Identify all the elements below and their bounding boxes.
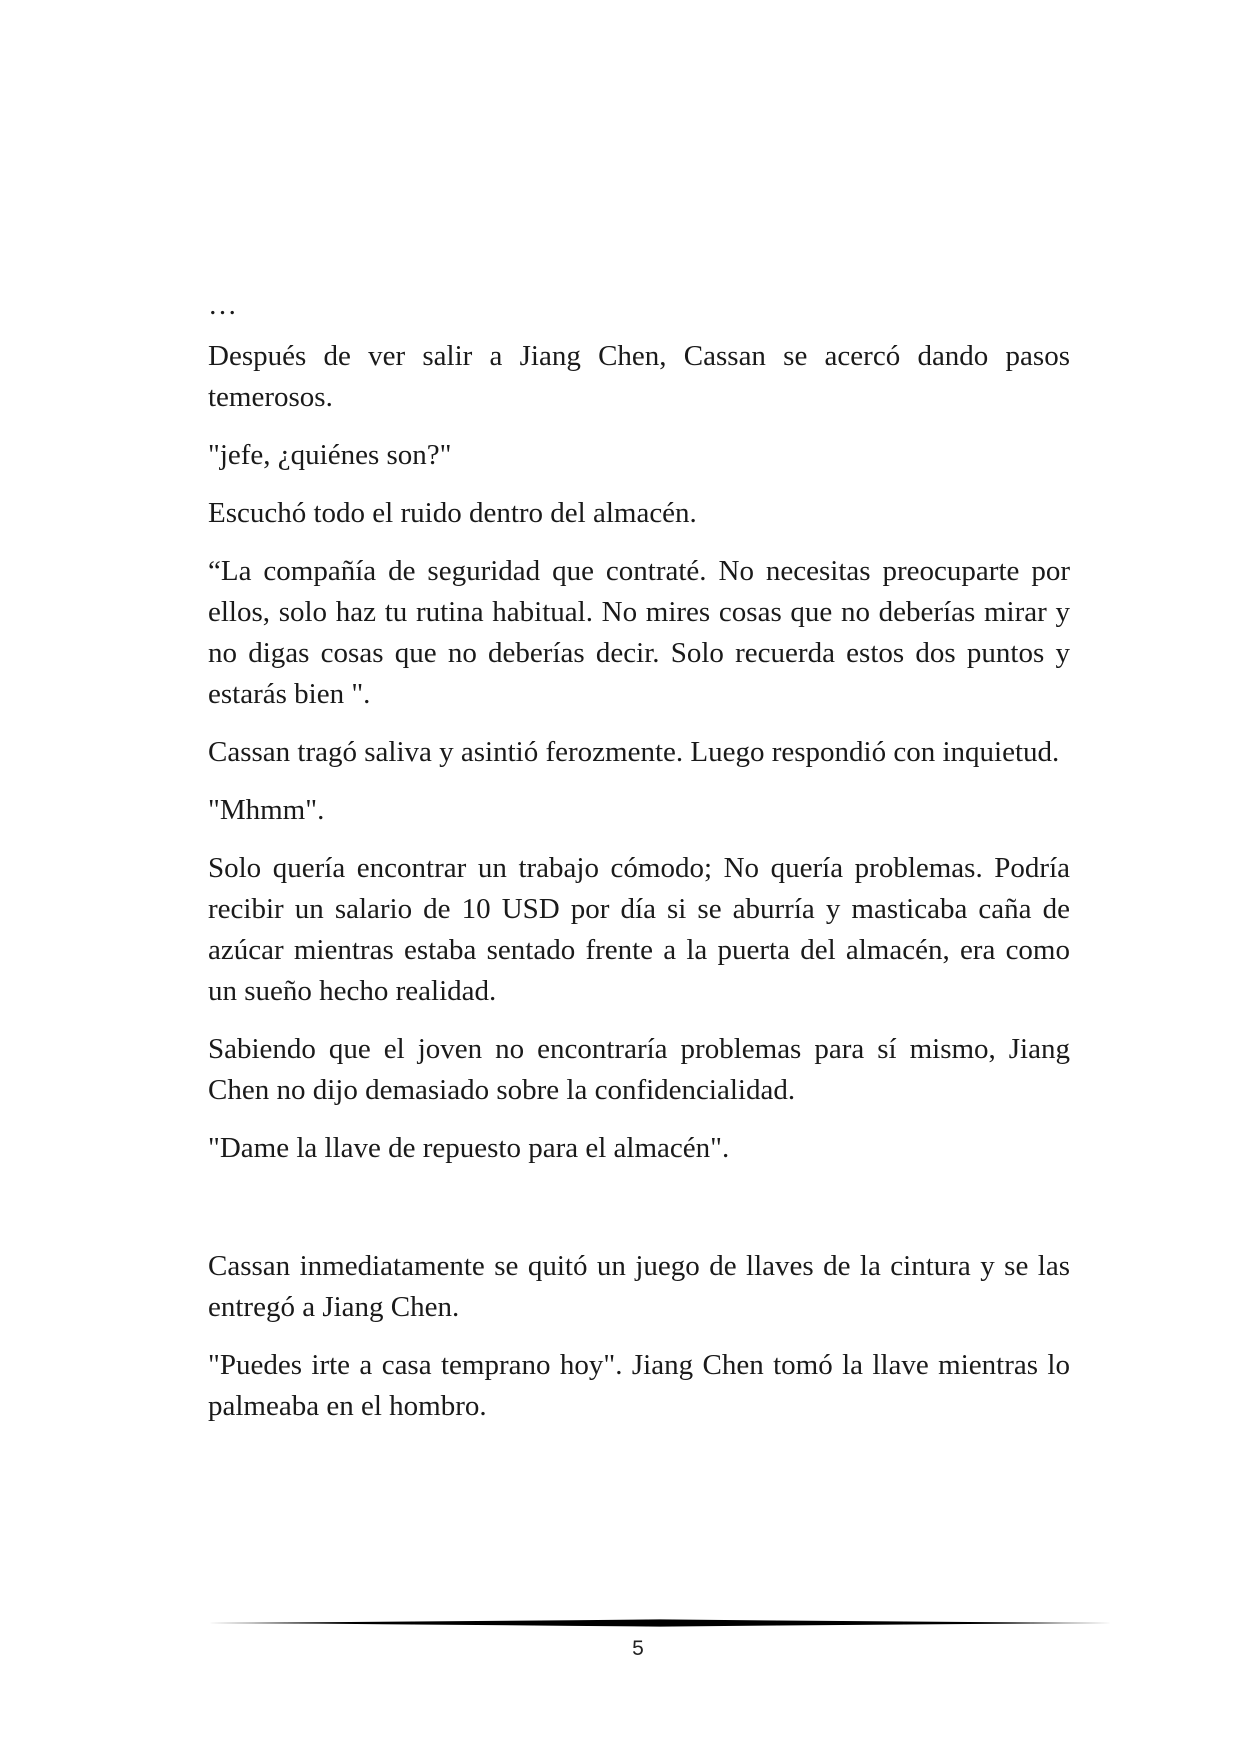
page-number: 5 bbox=[632, 1637, 644, 1660]
paragraph: Sabiendo que el joven no encontraría problemas para sí mismo, Jiang Chen no dijo demasiado sobre la confidencialidad. bbox=[208, 1033, 1070, 1106]
paragraph: Escuchó todo el ruido dentro del almacén. bbox=[208, 497, 697, 529]
footer-divider bbox=[208, 1618, 1112, 1628]
paragraph: Cassan tragó saliva y asintió ferozmente. Luego respondió con inquietud. bbox=[208, 736, 1060, 768]
paragraph: "Puedes irte a casa temprano hoy". Jiang Chen tomó la llave mientras lo palmeaba en el hombro. bbox=[208, 1349, 1070, 1422]
paragraph: "jefe, ¿quiénes son?" bbox=[208, 439, 452, 471]
paragraph: “La compañía de seguridad que contraté. No necesitas preocuparte por ellos, solo haz tu rutina habitual. No mires cosas que no deberías mirar y no digas cosas que no deberías decir. Solo recuerda estos dos puntos y estarás bien ". bbox=[208, 555, 1070, 710]
document-body bbox=[208, 290, 1070, 1444]
paragraph: "Mhmm". bbox=[208, 794, 325, 826]
paragraph: Después de ver salir a Jiang Chen, Cassan se acercó dando pasos temerosos. bbox=[208, 340, 1070, 413]
paragraph: Solo quería encontrar un trabajo cómodo; No quería problemas. Podría recibir un salario de 10 USD por día si se aburría y masticaba caña de azúcar mientras estaba sentado frente a la puerta del almacén, era como un sueño hecho realidad. bbox=[208, 852, 1070, 1007]
paragraph: "Dame la llave de repuesto para el almacén". bbox=[208, 1132, 730, 1164]
paragraph: Cassan inmediatamente se quitó un juego de llaves de la cintura y se las entregó a Jiang Chen. bbox=[208, 1250, 1070, 1323]
scene-break-ellipsis: … bbox=[208, 289, 237, 321]
paragraph-spacer bbox=[208, 1186, 1070, 1246]
